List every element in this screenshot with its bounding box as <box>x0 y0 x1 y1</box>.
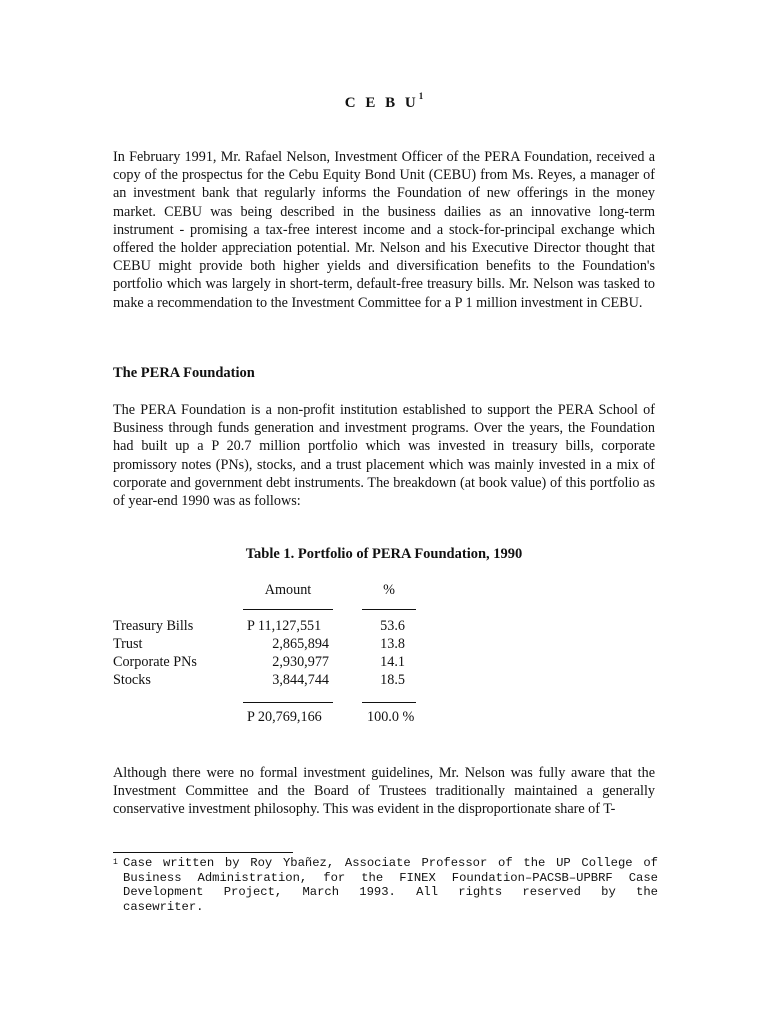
row-label: Corporate PNs <box>113 654 197 670</box>
conclusion-paragraph: Although there were no formal investment guidelines, Mr. Nelson was fully aware that the Investment Committee and the Board of Trustees traditionally maintained a generally conservative investment philosophy. This was evident in the disproportionate share of T- <box>113 765 655 818</box>
row-label: Stocks <box>113 672 151 688</box>
title-text: C E B U <box>344 95 419 111</box>
table-row <box>113 654 433 672</box>
footnote <box>113 856 658 914</box>
row-label: Treasury Bills <box>113 618 194 634</box>
row-percent: 14.1 <box>380 654 405 670</box>
table-row <box>113 636 433 654</box>
section-heading: The PERA Foundation <box>113 365 255 381</box>
total-amount: P 20,769,166 <box>247 709 322 725</box>
percent-column-header: % <box>383 582 395 598</box>
row-amount: P 11,127,551 <box>247 618 322 634</box>
intro-paragraph: In February 1991, Mr. Rafael Nelson, Investment Officer of the PERA Foundation, received a copy of the prospectus for the Cebu Equity Bond Unit (CEBU) from Ms. Reyes, a manager of an investment bank that regularly informs the Foundation of new offerings in the money market. CEBU was being described in the business dailies as an innovative long-term instrument - promising a tax-free interest income and a stock-for-principal exchange which offered the holder appreciation potential. Mr. Nelson and his Executive Director thought that CEBU might provide both higher yields and diversification benefits to the Foundation's portfolio which was largely in short-term, default-free treasury bills. Mr. Nelson was tasked to make a recommendation to the Investment Committee for a P 1 million investment in CEBU. <box>113 149 655 311</box>
amount-header-rule <box>243 609 333 610</box>
document-title <box>0 93 768 112</box>
table-title: Table 1. Portfolio of PERA Foundation, 1990 <box>245 546 523 562</box>
row-percent: 13.8 <box>380 636 405 652</box>
percent-header-rule <box>362 609 416 610</box>
footnote-mark: 1 <box>113 858 118 867</box>
footnote-divider <box>113 852 293 853</box>
row-amount: 2,930,977 <box>272 654 329 670</box>
row-percent: 18.5 <box>380 672 405 688</box>
footnote-text: Case written by Roy Ybañez, Associate Professor of the UP College of Business Administration, for the FINEX Foundation–PACSB–UPBRF Case Development Project, March 1993. All rights reserved by the casewriter. <box>123 856 658 914</box>
row-percent: 53.6 <box>380 618 405 634</box>
table-row <box>113 672 433 690</box>
row-amount: 2,865,894 <box>272 636 329 652</box>
row-amount: 3,844,744 <box>272 672 329 688</box>
amount-column-header: Amount <box>264 582 312 598</box>
total-percent: 100.0 % <box>367 709 415 725</box>
foundation-paragraph: The PERA Foundation is a non-profit institution established to support the PERA School of Business through funds generation and investment programs. Over the years, the Foundation had built up a P 20.7 million portfolio which was invested in treasury bills, corporate promissory notes (PNs), stocks, and a trust placement which was mainly invested in a mix of corporate and government debt instruments. The breakdown (at book value) of this portfolio as of year-end 1990 was as follows: <box>113 402 655 510</box>
percent-total-rule <box>362 702 416 703</box>
footnote-ref: 1 <box>418 91 424 101</box>
amount-total-rule <box>243 702 333 703</box>
table-row <box>113 618 433 636</box>
row-label: Trust <box>113 636 143 652</box>
